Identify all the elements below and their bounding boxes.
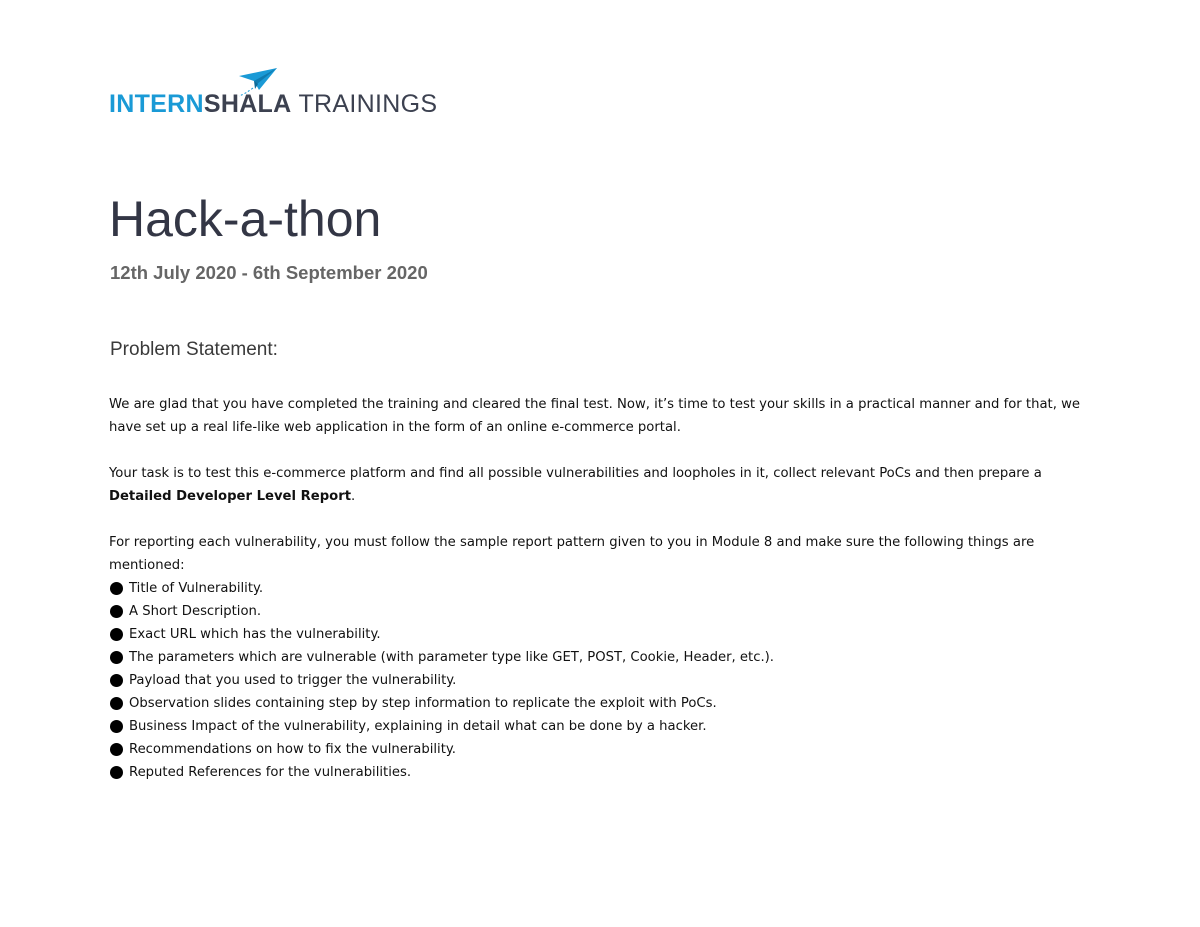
list-item-text: A Short Description. [129,604,262,619]
list-item-text: Business Impact of the vulnerability, explaining in detail what can be done by a hacker. [129,719,707,734]
list-item-text: Title of Vulnerability. [129,581,264,596]
bullet-icon [110,697,123,710]
bullet-icon [110,720,123,733]
list-item-text: The parameters which are vulnerable (with parameter type like GET, POST, Cookie, Header, etc.). [129,650,774,665]
bullet-icon [110,743,123,756]
task-text: Your task is to test this e-commerce platform and find all possible vulnerabilities and loopholes in it, collect relevant PoCs and then prepare a [109,466,1042,481]
list-item [109,577,1089,600]
list-item [109,600,1089,623]
logo-trainings-text: TRAININGS [298,90,438,118]
brand-logo [109,66,438,118]
bullet-icon [110,766,123,779]
list-item [109,738,1089,761]
logo-wordmark [109,90,437,119]
bullet-icon [110,651,123,664]
bullet-icon [110,605,123,618]
reporting-paragraph: For reporting each vulnerability, you must follow the sample report pattern given to you in Module 8 and make sure the following things are mentioned: [109,535,1035,573]
list-item-text: Payload that you used to trigger the vulnerability. [129,673,457,688]
section-heading: Problem Statement: [110,339,278,360]
list-item [109,669,1089,692]
body-content [109,393,1089,784]
bullet-icon [110,628,123,641]
list-item [109,692,1089,715]
requirements-list [109,577,1089,784]
logo-intern-text: INTERN [109,90,204,118]
list-item [109,715,1089,738]
list-item-text: Recommendations on how to fix the vulnerability. [129,742,456,757]
task-bold-text: Detailed Developer Level Report [109,489,352,504]
list-item [109,646,1089,669]
event-dates: 12th July 2020 - 6th September 2020 [110,262,428,283]
logo-shala-text: SHALA [203,90,292,118]
list-item-text: Reputed References for the vulnerabilities. [129,765,412,780]
list-item-text: Exact URL which has the vulnerability. [129,627,381,642]
task-paragraph [109,462,1089,508]
bullet-icon [110,674,123,687]
list-item [109,761,1089,784]
page-title: Hack-a-thon [109,191,382,247]
intro-paragraph: We are glad that you have completed the training and cleared the final test. Now, it’s time to test your skills in a practical manner and for that, we have set up a real life-like web application in the form of an online e-commerce portal. [109,397,1080,435]
bullet-icon [110,582,123,595]
list-item-text: Observation slides containing step by step information to replicate the exploit with PoCs. [129,696,717,711]
task-suffix: . [351,489,356,504]
list-item [109,623,1089,646]
